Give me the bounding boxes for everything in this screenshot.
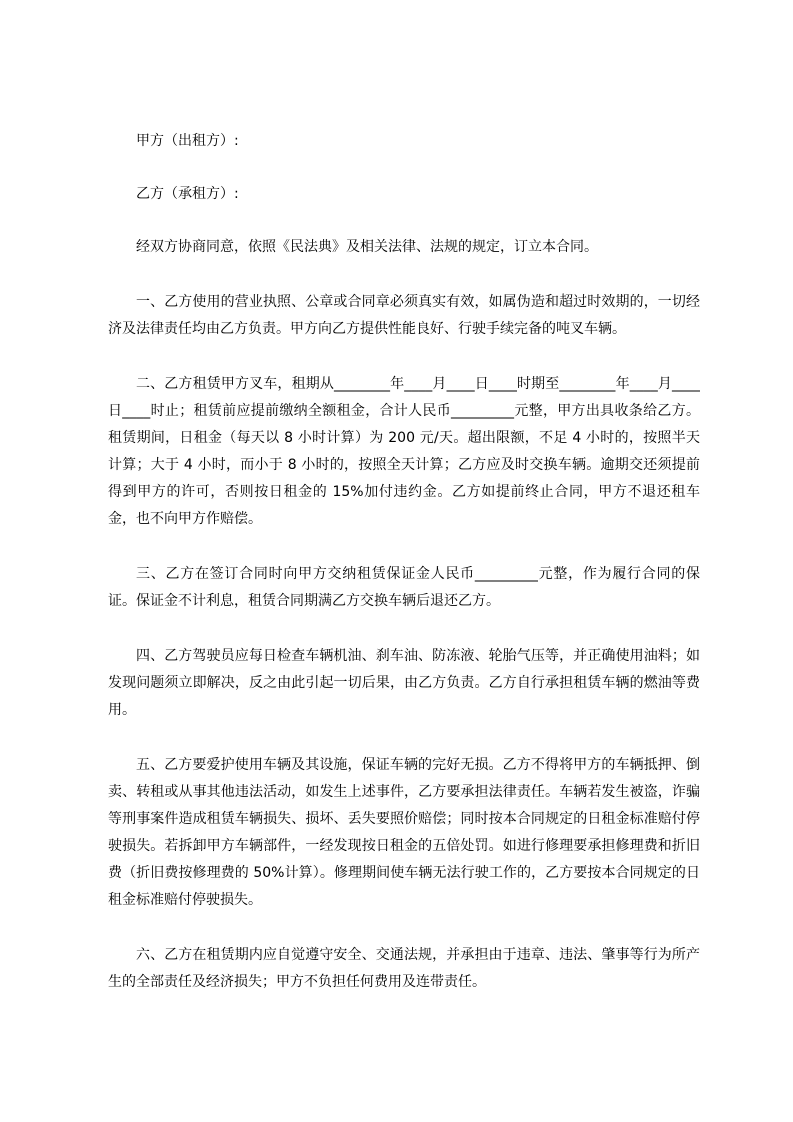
party-b-line: 乙方（承租方）: (136, 186, 239, 202)
party-a-line: 甲方（出租方）: (136, 133, 239, 149)
clause-2: 二、乙方租赁甲方叉车，租期从________年____月____日____时期至________年____月____日____时止；租赁前应提前缴纳全额租金，合计人民币_________元整，甲方出具收条给乙方。租赁期间，日租金（每天以 8 小时计算）为 200 元/天。超出限额，不足 4 小时的，按照半天计算；大于 4 小时，而小于 8 小时的，按照全天计算；乙方应及时交换车辆。逾期交还须提前得到甲方的许可，否则按日租金的 15%加付违约金。乙方如提前终止合同，甲方不退还租车金，也不向甲方作赔偿。 (108, 376, 700, 527)
clause-6: 六、乙方在租赁期内应自觉遵守安全、交通法规，并承担由于违章、违法、肇事等行为所产生的全部责任及经济损失；甲方不负担任何费用及连带责任。 (108, 947, 700, 990)
clause-5: 五、乙方要爱护使用车辆及其设施，保证车辆的完好无损。乙方不得将甲方的车辆抵押、倒卖、转租或从事其他违法活动，如发生上述事件，乙方要承担法律责任。车辆若发生被盗，诈骗等刑事案件造成租赁车辆损失、损坏、丢失要照价赔偿；同时按本合同规定的日租金标准赔付停驶损失。若拆卸甲方车辆部件，一经发现按日租金的五倍处罚。如进行修理要承担修理费和折旧费（折旧费按修理费的 50%计算）。修理期间使车辆无法行驶工作的，乙方要按本合同规定的日租金标准赔付停驶损失。 (108, 757, 700, 908)
clause-4: 四、乙方驾驶员应每日检查车辆机油、刹车油、防冻液、轮胎气压等，并正确使用油料；如发现问题须立即解决，反之由此引起一切后果，由乙方负责。乙方自行承担租赁车辆的燃油等费用。 (108, 648, 700, 718)
contract-body (108, 128, 700, 1024)
clause-3: 三、乙方在签订合同时向甲方交纳租赁保证金人民币_________元整，作为履行合同的保证。保证金不计利息，租赁合同期满乙方交换车辆后退还乙方。 (108, 566, 700, 609)
intro-paragraph: 经双方协商同意，依照《民法典》及相关法律、法规的规定，订立本合同。 (136, 239, 598, 255)
clause-1: 一、乙方使用的营业执照、公章或合同章必须真实有效，如属伪造和超过时效期的，一切经济及法律责任均由乙方负责。甲方向乙方提供性能良好、行驶手续完备的吨叉车辆。 (108, 294, 700, 337)
